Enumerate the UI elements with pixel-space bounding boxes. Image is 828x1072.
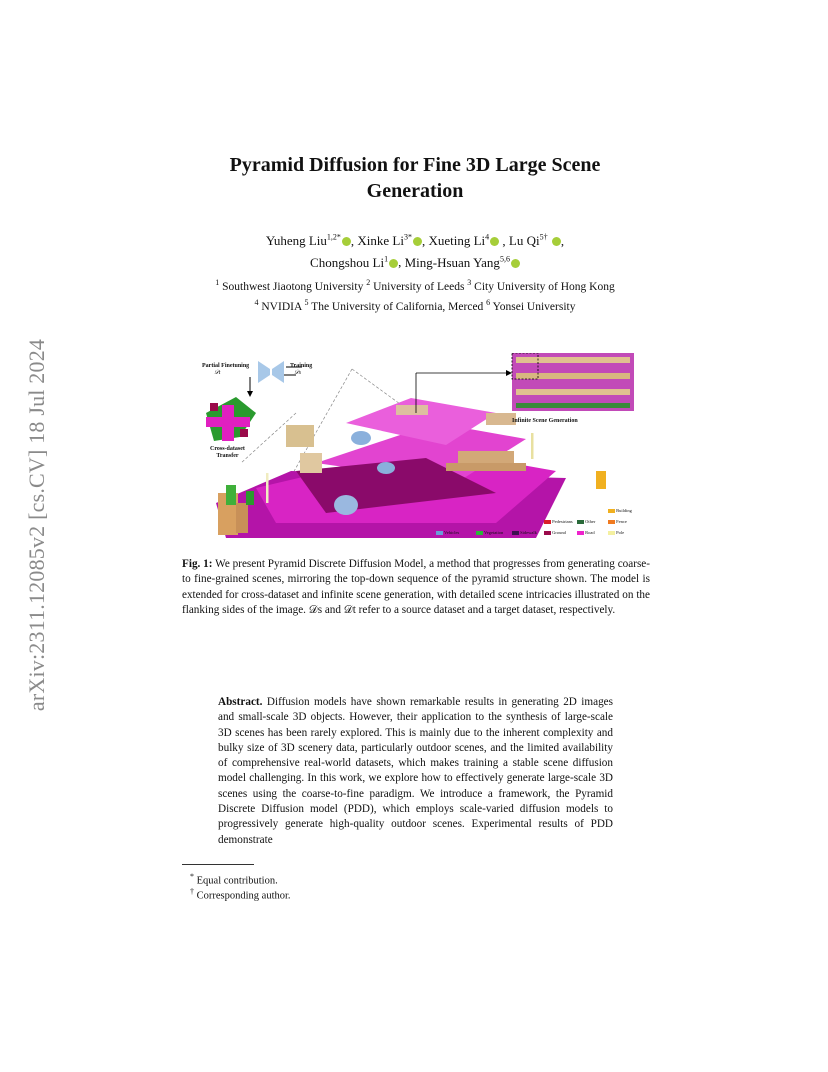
affiliations — [170, 275, 660, 315]
infinite-scene-label: Infinite Scene Generation — [512, 418, 578, 424]
affiliations-line-1: $^1$ Southwest Jiaotong University $^2$ University of Leeds $^3$ City University of Hong Kong — [215, 278, 615, 293]
author: Lu $Qi^{5\dagger}$ — [509, 233, 561, 248]
paper-title — [180, 152, 650, 204]
title-line-1: Pyramid Diffusion for Fine 3D Large Scene — [229, 154, 601, 176]
cross-dataset-inset — [206, 397, 256, 441]
author: Yuheng Liu$^{1,2*}$ — [266, 233, 351, 248]
orcid-icon[interactable] — [511, 259, 520, 268]
title-line-2: Generation — [366, 180, 464, 202]
caption-text: We present Pyramid Discrete Diffusion Model, a method that progresses from generating coarse- to fine-grained scenes, mirroring the top-down sequence of the pyramid structure shown. The model is extended for cross-dataset and infinite scene generation, with detailed scene intricacies illustrated on the flanking sides of the image. 𝒟s and 𝒟t refer to a source dataset and a target dataset, respectively. — [182, 558, 650, 616]
author: Chongshou Li$^1$ — [310, 255, 398, 270]
author: Xinke $Li^{3*}$ — [357, 233, 422, 248]
arxiv-id-text: arXiv:2311.12085v2 [cs.CV] 18 Jul 2024 — [24, 338, 50, 712]
authors-line-1: Yuheng Liu$^{1,2*}$ , Xinke $Li^{3*}$ , Xueting Li$^4$ , Lu $Qi^{5\dagger}$ , — [265, 233, 565, 249]
footnote-equal-contribution: * Equal contribution. — [190, 872, 278, 887]
arxiv-identifier — [22, 295, 52, 755]
orcid-icon[interactable] — [490, 237, 499, 246]
legend-item: Other — [577, 519, 595, 524]
author: Xueting Li$^4$ — [428, 233, 499, 248]
abstract-text: Diffusion models have shown remarkable results in generating 2D images and small-scale 3D objects. However, their application to the synthesis of large-scale 3D scenes has been rarely explored. This is mainly due to the inherent complexity and bulky size of 3D scenery data, particularly outdoor scenes, and the limited availability of comprehensive real-world datasets, which makes training a stable scene diffusion model challenging. In this work, we explore how to effectively generate large-scale 3D scenes using the coarse-to-fine paradigm. We introduce a framework, the Pyramid Discrete Diffusion model (PDD), which employs scale-varied diffusion models to progressively generate high-quality outdoor scenes. Experimental results of PDD demonstrate — [218, 696, 613, 846]
footnote-corresponding-author: † Corresponding author. — [190, 887, 291, 902]
legend — [436, 508, 646, 545]
orcid-icon[interactable] — [342, 237, 351, 246]
partial-finetuning-label: Partial Finetuning 𝒟t — [202, 363, 250, 376]
orcid-icon[interactable] — [552, 237, 561, 246]
author: Ming-Hsuan Yang$^{5,6}$ — [405, 255, 520, 270]
legend-item: Pedestrians — [544, 519, 573, 524]
figure-caption — [182, 557, 650, 618]
caption-label: Fig. 1: — [182, 558, 213, 570]
author-list — [180, 229, 650, 272]
affiliations-line-2: $^4$ NVIDIA $^5$ The University of California, Merced $^6$ Yonsei University — [254, 297, 576, 313]
cross-dataset-label: Cross-dataset Transfer — [210, 446, 245, 459]
legend-item: Fence — [608, 519, 627, 524]
footnote-divider — [182, 864, 254, 865]
abstract — [218, 695, 613, 848]
infinite-scene-inset — [512, 353, 634, 411]
legend-item: Building — [608, 508, 632, 513]
training-label: Training 𝒟s — [290, 363, 313, 376]
authors-line-2: Chongshou Li$^1$ , Ming-Hsuan Yang$^{5,6}$ — [180, 250, 650, 271]
legend-item: Sidewalk — [512, 530, 537, 535]
legend-item: Vehicles — [436, 530, 459, 535]
legend-item: Ground — [544, 530, 566, 535]
legend-item: Road — [577, 530, 595, 535]
abstract-label: Abstract. — [218, 696, 263, 708]
orcid-icon[interactable] — [413, 237, 422, 246]
figure-1 — [196, 353, 646, 545]
legend-item: Pole — [608, 530, 624, 535]
orcid-icon[interactable] — [389, 259, 398, 268]
legend-item: Vegetation — [476, 530, 503, 535]
